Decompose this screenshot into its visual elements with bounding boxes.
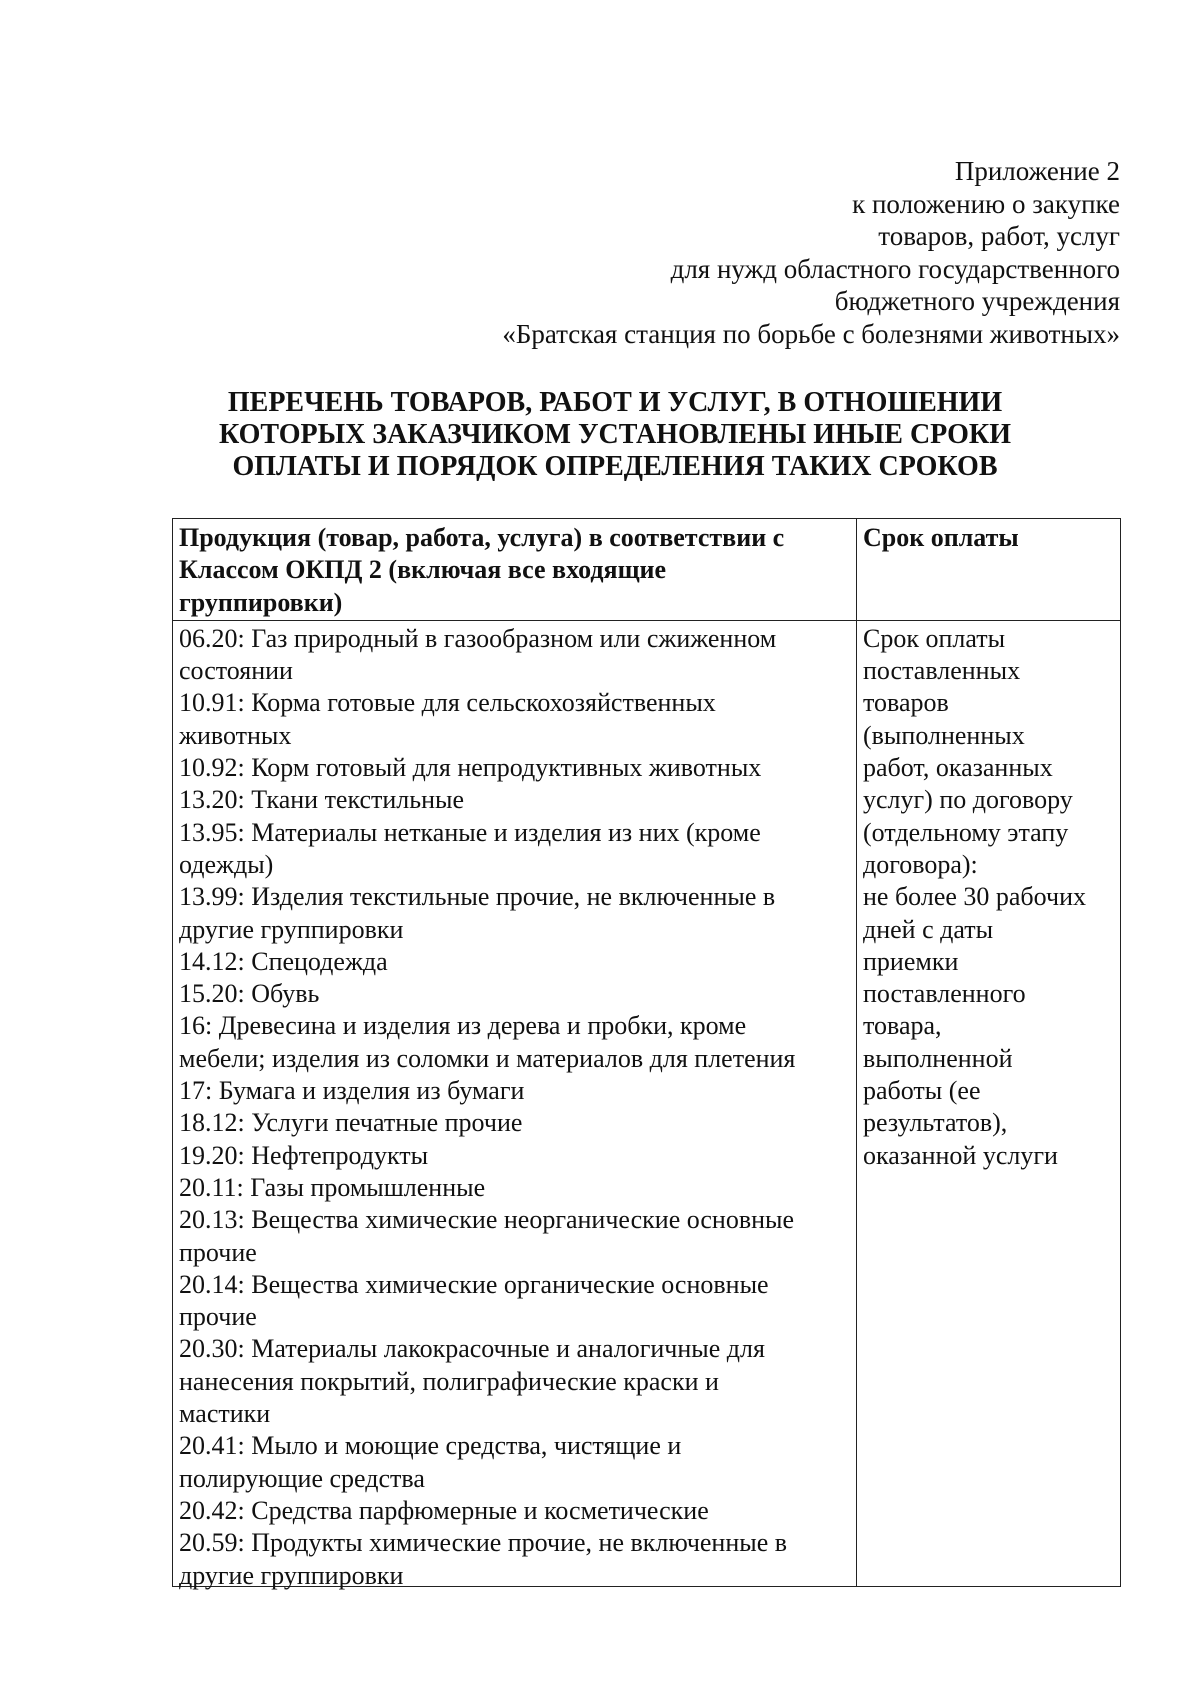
term-line: приемки <box>863 946 959 976</box>
term-line: работы (ее <box>863 1076 981 1106</box>
product-line: 20.30: Материалы лакокрасочные и аналогичные для <box>179 1334 765 1364</box>
header-product-line: Продукция (товар, работа, услуга) в соответствии с <box>179 523 785 552</box>
term-line: (выполненных <box>863 720 1025 750</box>
product-line: 10.91: Корма готовые для сельскохозяйственных <box>179 688 716 718</box>
header-product-cell <box>173 519 857 621</box>
term-line: поставленного <box>863 979 1026 1009</box>
product-line: 14.12: Спецодежда <box>179 946 388 976</box>
product-line: 13.99: Изделия текстильные прочие, не включенные в <box>179 882 776 912</box>
term-line: Срок оплаты <box>863 623 1006 653</box>
appendix-line: для нужд областного государственного <box>670 253 1120 284</box>
term-line: поставленных <box>863 656 1021 686</box>
product-line: мастики <box>179 1399 271 1429</box>
appendix-line: бюджетного учреждения <box>834 286 1120 316</box>
product-line: полирующие средства <box>179 1463 425 1493</box>
product-line: 06.20: Газ природный в газообразном или сжиженном <box>179 623 777 653</box>
product-line: 20.59: Продукты химические прочие, не включенные в <box>179 1528 788 1558</box>
title-line: ОПЛАТЫ И ПОРЯДОК ОПРЕДЕЛЕНИЯ ТАКИХ СРОКОВ <box>232 451 998 482</box>
title-line: ПЕРЕЧЕНЬ ТОВАРОВ, РАБОТ И УСЛУГ, В ОТНОШЕНИИ <box>227 387 1003 418</box>
product-line: прочие <box>179 1302 257 1332</box>
product-line: нанесения покрытий, полиграфические краски и <box>179 1366 719 1396</box>
products-cell <box>173 620 857 1590</box>
product-line: 15.20: Обувь <box>179 979 320 1009</box>
document-title <box>150 387 1080 483</box>
product-line: 13.20: Ткани текстильные <box>179 785 465 815</box>
products-list <box>179 623 850 1590</box>
table-row <box>173 620 1121 1586</box>
product-line: животных <box>179 720 292 750</box>
term-line: договора): <box>863 849 978 879</box>
product-line: 20.13: Вещества химические неорганические основные <box>179 1205 795 1235</box>
product-line: 20.42: Средства парфюмерные и косметические <box>179 1495 709 1525</box>
product-line: другие группировки <box>179 1560 404 1590</box>
term-line: (отдельному этапу <box>863 817 1069 847</box>
term-line: товара, <box>863 1011 942 1041</box>
product-line: 20.14: Вещества химические органические основные <box>179 1269 769 1299</box>
product-line: 19.20: Нефтепродукты <box>179 1140 429 1170</box>
header-term-line: Срок оплаты <box>863 523 1019 552</box>
payment-terms-table <box>172 518 1121 1590</box>
term-line: не более 30 рабочих <box>863 882 1086 912</box>
term-line: дней с даты <box>863 914 994 944</box>
term-line: оказанной услуги <box>863 1140 1058 1170</box>
term-line: услуг) по договору <box>863 785 1073 815</box>
header-product-line: Классом ОКПД 2 (включая все входящие <box>179 555 667 585</box>
term-list <box>863 623 1114 1172</box>
term-line: товаров <box>863 688 949 718</box>
term-line: выполненной <box>863 1043 1013 1073</box>
header-term-cell <box>857 519 1121 621</box>
product-line: 20.41: Мыло и моющие средства, чистящие и <box>179 1431 682 1461</box>
product-line: 16: Древесина и изделия из дерева и пробки, кроме <box>179 1011 747 1041</box>
product-line: одежды) <box>179 849 274 879</box>
title-line: КОТОРЫХ ЗАКАЗЧИКОМ УСТАНОВЛЕНЫ ИНЫЕ СРОКИ <box>219 419 1011 450</box>
appendix-line: к положению о закупке <box>852 188 1120 219</box>
appendix-line: Приложение 2 <box>954 156 1120 186</box>
product-line: мебели; изделия из соломки и материалов для плетения <box>179 1043 796 1073</box>
table-header-row <box>173 519 1121 621</box>
product-line: состоянии <box>179 656 293 686</box>
appendix-line: товаров, работ, услуг <box>878 221 1120 251</box>
term-line: работ, оказанных <box>863 753 1053 783</box>
product-line: другие группировки <box>179 914 404 944</box>
term-line: результатов), <box>863 1108 1008 1138</box>
appendix-header <box>400 155 1120 350</box>
product-line: 13.95: Материалы нетканые и изделия из них (кроме <box>179 817 761 847</box>
product-line: 17: Бумага и изделия из бумаги <box>179 1076 525 1106</box>
product-line: прочие <box>179 1237 257 1267</box>
product-line: 20.11: Газы промышленные <box>179 1172 486 1202</box>
product-line: 18.12: Услуги печатные прочие <box>179 1108 523 1138</box>
term-cell <box>857 620 1121 1586</box>
header-product-line: группировки) <box>179 587 343 617</box>
appendix-line: «Братская станция по борьбе с болезнями животных» <box>502 318 1120 349</box>
product-line: 10.92: Корм готовый для непродуктивных животных <box>179 753 762 783</box>
